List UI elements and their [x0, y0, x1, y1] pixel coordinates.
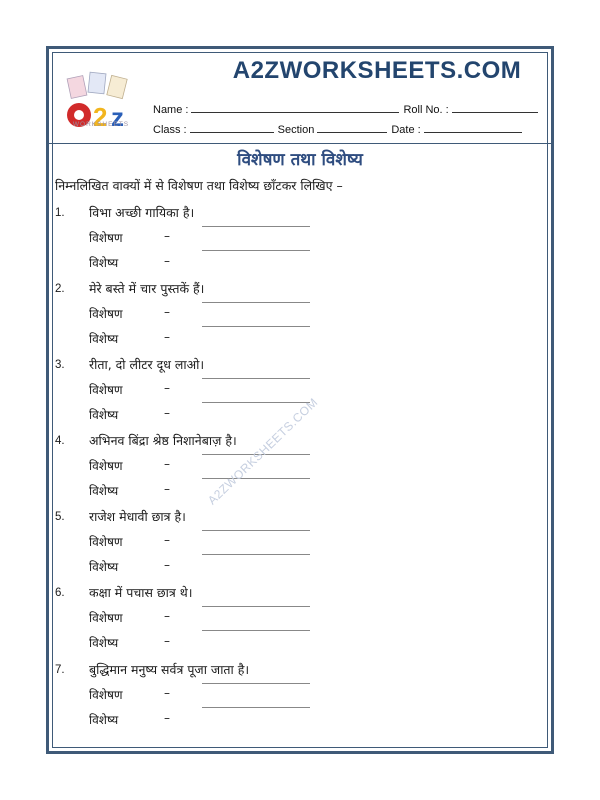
answer-line-visheshya[interactable] — [202, 326, 310, 327]
answer-line-visheshya[interactable] — [202, 707, 310, 708]
question-number: 6. — [55, 587, 65, 599]
watermark: A2ZWORKSHEETS.COM — [205, 395, 321, 508]
visheshya-label: विशेष्य — [89, 408, 119, 422]
dash: – — [164, 381, 170, 395]
visheshan-label: विशेषण — [89, 383, 123, 397]
question-number: 1. — [55, 207, 65, 219]
question-number: 5. — [55, 511, 65, 523]
answer-line-visheshya[interactable] — [202, 250, 310, 251]
class-field[interactable] — [190, 123, 274, 133]
answer-line-visheshan[interactable] — [202, 683, 310, 684]
meta-row-class — [153, 123, 526, 136]
dash: – — [164, 305, 170, 319]
svg-text:z: z — [111, 102, 124, 132]
roll-field[interactable] — [452, 103, 538, 113]
logo-caption: WORKSHEETS — [72, 121, 130, 128]
question-item — [49, 204, 549, 280]
question-text: मेरे बस्ते में चार पुस्तकें हैं। — [89, 281, 205, 296]
question-item — [49, 508, 549, 584]
dash: – — [164, 533, 170, 547]
answer-line-visheshan[interactable] — [202, 606, 310, 607]
question-number: 2. — [55, 283, 65, 295]
question-item — [49, 584, 549, 660]
question-number: 3. — [55, 359, 65, 371]
section-label: Section — [277, 124, 315, 136]
visheshya-label: विशेष्य — [89, 713, 119, 727]
name-label: Name : — [153, 104, 189, 116]
visheshya-label: विशेष्य — [89, 636, 119, 650]
dash: – — [164, 686, 170, 700]
question-text: रीता, दो लीटर दूध लाओ। — [89, 357, 205, 372]
answer-line-visheshya[interactable] — [202, 630, 310, 631]
question-item — [49, 661, 549, 737]
worksheet-title: विशेषण तथा विशेष्य — [237, 150, 363, 170]
answer-line-visheshya[interactable] — [202, 478, 310, 479]
a2z-logo — [61, 71, 141, 141]
dash: – — [164, 482, 170, 496]
answer-line-visheshya[interactable] — [202, 554, 310, 555]
question-text: बुद्धिमान मनुष्य सर्वत्र पूजा जाता है। — [89, 662, 250, 677]
dash: – — [164, 711, 170, 725]
dash: – — [164, 229, 170, 243]
section-field[interactable] — [317, 123, 387, 133]
dash: – — [164, 634, 170, 648]
answer-line-visheshan[interactable] — [202, 302, 310, 303]
question-item — [49, 280, 549, 356]
site-brand: A2ZWORKSHEETS.COM — [232, 57, 522, 84]
visheshan-label: विशेषण — [89, 231, 123, 245]
question-number: 4. — [55, 435, 65, 447]
header-divider — [49, 143, 551, 144]
name-field[interactable] — [191, 103, 399, 113]
date-field[interactable] — [424, 123, 522, 133]
question-text: विभा अच्छी गायिका है। — [89, 205, 195, 220]
visheshya-label: विशेष्य — [89, 560, 119, 574]
visheshya-label: विशेष्य — [89, 484, 119, 498]
visheshan-label: विशेषण — [89, 688, 123, 702]
answer-line-visheshan[interactable] — [202, 378, 310, 379]
meta-row-name — [153, 103, 542, 116]
question-text: कक्षा में पचास छात्र थे। — [89, 585, 193, 600]
dash: – — [164, 254, 170, 268]
answer-line-visheshan[interactable] — [202, 226, 310, 227]
question-item — [49, 432, 549, 508]
dash: – — [164, 457, 170, 471]
question-number: 7. — [55, 664, 65, 676]
dash: – — [164, 330, 170, 344]
date-label: Date : — [391, 124, 421, 136]
logo-graphic — [61, 71, 141, 141]
question-text: अभिनव बिंद्रा श्रेष्ठ निशानेबाज़ है। — [89, 433, 237, 448]
class-label: Class : — [153, 124, 187, 136]
visheshan-label: विशेषण — [89, 535, 123, 549]
dash: – — [164, 406, 170, 420]
dash: – — [164, 609, 170, 623]
visheshan-label: विशेषण — [89, 611, 123, 625]
answer-line-visheshya[interactable] — [202, 402, 310, 403]
svg-text:2: 2 — [93, 102, 108, 132]
worksheet-frame — [46, 46, 554, 754]
dash: – — [164, 558, 170, 572]
visheshya-label: विशेष्य — [89, 332, 119, 346]
visheshan-label: विशेषण — [89, 459, 123, 473]
visheshan-label: विशेषण — [89, 307, 123, 321]
roll-label: Roll No. : — [403, 104, 449, 116]
visheshya-label: विशेष्य — [89, 256, 119, 270]
answer-line-visheshan[interactable] — [202, 530, 310, 531]
question-text: राजेश मेधावी छात्र है। — [89, 509, 186, 524]
worksheet-instruction: निम्नलिखित वाक्यों में से विशेषण तथा विशेष्य छाँटकर लिखिए – — [55, 178, 343, 193]
